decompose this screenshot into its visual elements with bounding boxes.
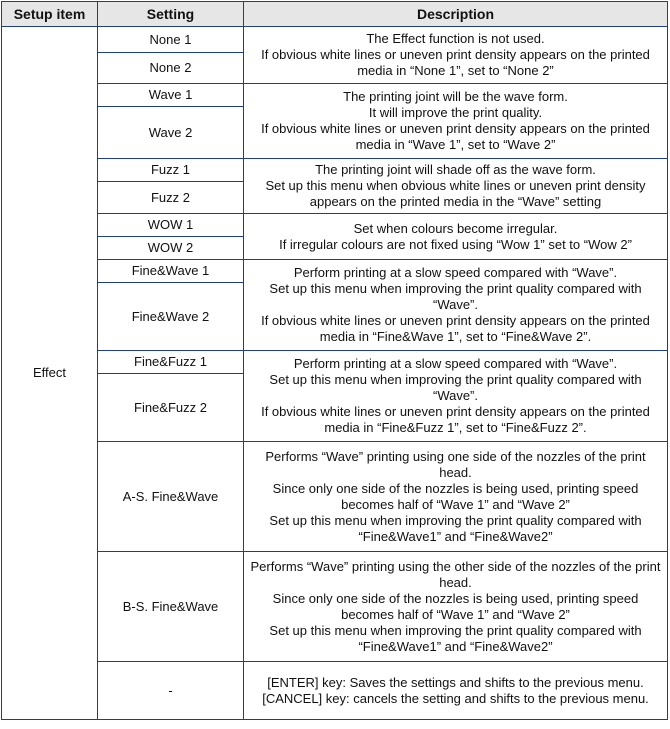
- table-row: [2, 442, 668, 552]
- setting-fuzz-1: Fuzz 1: [98, 159, 244, 182]
- setting-wave-1: Wave 1: [98, 84, 244, 107]
- header-row: [2, 2, 668, 27]
- table-row: [2, 27, 668, 53]
- description-a-s-fine-wave: Performs “Wave” printing using one side of the nozzles of the print head. Since only one side of the nozzles is being used, printing speed becomes half of “Wave 1” and “Wave 2” Set up this menu when improving the print quality compared with “Fine&Wave1” and “Fine&Wave2”: [244, 442, 668, 552]
- description-b-s-fine-wave: Performs “Wave” printing using the other side of the nozzles of the print head. Since only one side of the nozzles is being used, printing speed becomes half of “Wave 1” and “Wave 2” Set up this menu when improving the print quality compared with “Fine&Wave1” and “Fine&Wave2”: [244, 552, 668, 662]
- setting-none-2: None 2: [98, 53, 244, 84]
- setting-fine-wave-2: Fine&Wave 2: [98, 283, 244, 351]
- setting-wow-1: WOW 1: [98, 214, 244, 237]
- description-fine-fuzz: Perform printing at a slow speed compared with “Wave”. Set up this menu when improving the print quality compared with “Wave”. If obvious white lines or uneven print density appears on the printed media in “Fine&Fuzz 1”, set to “Fine&Fuzz 2”.: [244, 351, 668, 442]
- setting-b-s-fine-wave: B-S. Fine&Wave: [98, 552, 244, 662]
- header-setting: Setting: [98, 2, 244, 27]
- setting-none-1: None 1: [98, 27, 244, 53]
- setting-a-s-fine-wave: A-S. Fine&Wave: [98, 442, 244, 552]
- header-setup-item: Setup item: [2, 2, 98, 27]
- description-fuzz: The printing joint will shade off as the wave form. Set up this menu when obvious white lines or uneven print density appears on the printed media in the “Wave” setting: [244, 159, 668, 214]
- setting-fine-fuzz-1: Fine&Fuzz 1: [98, 351, 244, 374]
- setting-fine-fuzz-2: Fine&Fuzz 2: [98, 374, 244, 442]
- effect-settings-table-container: [1, 1, 668, 720]
- setting-fine-wave-1: Fine&Wave 1: [98, 260, 244, 283]
- description-dash: [ENTER] key: Saves the settings and shifts to the previous menu. [CANCEL] key: cancels the setting and shifts to the previous menu.: [244, 662, 668, 720]
- table-row: [2, 351, 668, 374]
- table-row: [2, 84, 668, 107]
- description-fine-wave: Perform printing at a slow speed compared with “Wave”. Set up this menu when improving the print quality compared with “Wave”. If obvious white lines or uneven print density appears on the printed media in “Fine&Wave 1”, set to “Fine&Wave 2”.: [244, 260, 668, 351]
- setting-dash: -: [98, 662, 244, 720]
- table-row: [2, 260, 668, 283]
- setting-wave-2: Wave 2: [98, 107, 244, 159]
- setup-item-effect: Effect: [2, 27, 98, 720]
- description-none: The Effect function is not used. If obvious white lines or uneven print density appears on the printed media in “None 1”, set to “None 2”: [244, 27, 668, 84]
- effect-settings-table: [1, 1, 668, 720]
- table-row: [2, 214, 668, 237]
- description-wow: Set when colours become irregular. If irregular colours are not fixed using “Wow 1” set to “Wow 2”: [244, 214, 668, 260]
- header-description: Description: [244, 2, 668, 27]
- setting-fuzz-2: Fuzz 2: [98, 182, 244, 214]
- table-row: [2, 552, 668, 662]
- table-row: [2, 159, 668, 182]
- table-row: [2, 662, 668, 720]
- description-wave: The printing joint will be the wave form. It will improve the print quality. If obvious white lines or uneven print density appears on the printed media in “Wave 1”, set to “Wave 2”: [244, 84, 668, 159]
- setting-wow-2: WOW 2: [98, 237, 244, 260]
